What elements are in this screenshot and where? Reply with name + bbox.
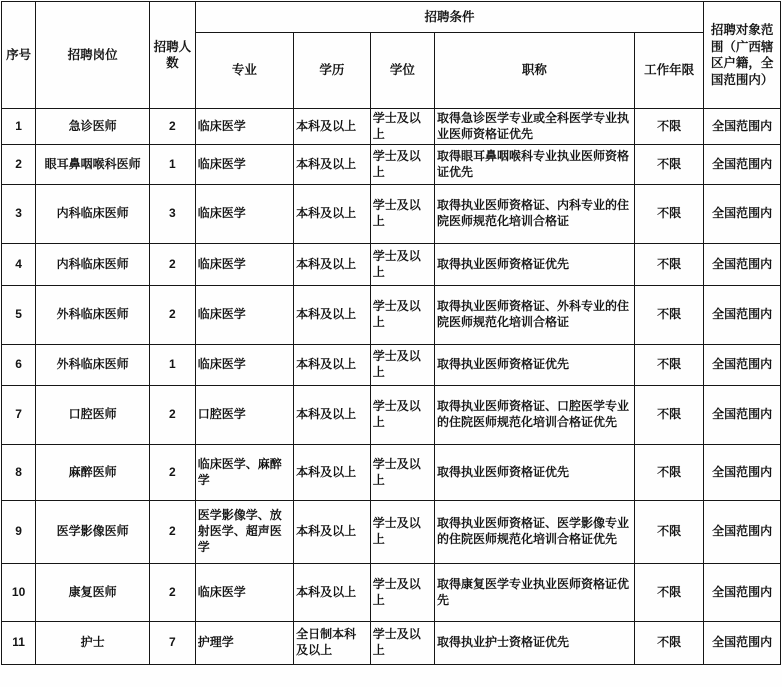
cell-major: 临床医学 [195,244,293,286]
cell-years: 不限 [634,564,703,622]
cell-degree: 学士及以上 [370,345,434,386]
cell-major: 口腔医学 [195,386,293,445]
cell-scope: 全国范围内 [704,185,781,244]
cell-no: 3 [2,185,36,244]
cell-count: 2 [150,109,196,145]
cell-years: 不限 [634,345,703,386]
table-row [2,501,781,564]
cell-degree: 学士及以上 [370,501,434,564]
cell-count: 7 [150,622,196,665]
table-row [2,109,781,145]
cell-education: 本科及以上 [294,445,371,501]
cell-no: 9 [2,501,36,564]
cell-no: 5 [2,286,36,345]
cell-years: 不限 [634,445,703,501]
table-row [2,286,781,345]
cell-education: 本科及以上 [294,386,371,445]
cell-years: 不限 [634,286,703,345]
cell-years: 不限 [634,501,703,564]
cell-major: 临床医学 [195,109,293,145]
cell-count: 3 [150,185,196,244]
cell-count: 2 [150,386,196,445]
header-title: 职称 [434,33,634,109]
cell-count: 2 [150,244,196,286]
cell-degree: 学士及以上 [370,109,434,145]
header-no: 序号 [2,2,36,109]
cell-education: 本科及以上 [294,185,371,244]
cell-major: 临床医学、麻醉学 [195,445,293,501]
cell-scope: 全国范围内 [704,445,781,501]
cell-scope: 全国范围内 [704,386,781,445]
cell-major: 临床医学 [195,564,293,622]
table-body [2,109,781,665]
cell-no: 1 [2,109,36,145]
cell-major: 临床医学 [195,145,293,185]
cell-title: 取得执业医师资格证、口腔医学专业的住院医师规范化培训合格证优先 [434,386,634,445]
table-row [2,185,781,244]
cell-years: 不限 [634,244,703,286]
cell-major: 医学影像学、放射医学、超声医学 [195,501,293,564]
table-row [2,564,781,622]
cell-years: 不限 [634,109,703,145]
table-row [2,345,781,386]
table-row [2,386,781,445]
cell-no: 7 [2,386,36,445]
cell-count: 1 [150,145,196,185]
cell-title: 取得执业医师资格证、医学影像专业的住院医师规范化培训合格证优先 [434,501,634,564]
cell-title: 取得康复医学专业执业医师资格证优先 [434,564,634,622]
cell-count: 2 [150,564,196,622]
table-row [2,445,781,501]
cell-title: 取得眼耳鼻咽喉科专业执业医师资格证优先 [434,145,634,185]
cell-position: 医学影像医师 [36,501,150,564]
cell-scope: 全国范围内 [704,286,781,345]
cell-degree: 学士及以上 [370,185,434,244]
cell-years: 不限 [634,145,703,185]
cell-title: 取得执业医师资格证优先 [434,244,634,286]
header-education: 学历 [294,33,371,109]
cell-education: 本科及以上 [294,244,371,286]
cell-position: 急诊医师 [36,109,150,145]
cell-count: 2 [150,501,196,564]
cell-education: 本科及以上 [294,501,371,564]
cell-degree: 学士及以上 [370,622,434,665]
cell-title: 取得执业医师资格证优先 [434,345,634,386]
cell-years: 不限 [634,185,703,244]
header-degree: 学位 [370,33,434,109]
cell-position: 麻醉医师 [36,445,150,501]
cell-position: 康复医师 [36,564,150,622]
cell-years: 不限 [634,622,703,665]
header-major: 专业 [195,33,293,109]
cell-scope: 全国范围内 [704,622,781,665]
cell-education: 本科及以上 [294,564,371,622]
table-row [2,622,781,665]
cell-education: 本科及以上 [294,109,371,145]
cell-title: 取得执业护士资格证优先 [434,622,634,665]
cell-position: 口腔医师 [36,386,150,445]
table-row [2,145,781,185]
cell-title: 取得执业医师资格证优先 [434,445,634,501]
cell-education: 本科及以上 [294,145,371,185]
cell-education: 本科及以上 [294,345,371,386]
cell-scope: 全国范围内 [704,345,781,386]
header-years: 工作年限 [634,33,703,109]
cell-major: 临床医学 [195,345,293,386]
cell-scope: 全国范围内 [704,501,781,564]
header-count: 招聘人数 [150,2,196,109]
cell-no: 4 [2,244,36,286]
cell-scope: 全国范围内 [704,145,781,185]
cell-no: 11 [2,622,36,665]
cell-position: 外科临床医师 [36,345,150,386]
cell-no: 8 [2,445,36,501]
cell-degree: 学士及以上 [370,286,434,345]
header-position: 招聘岗位 [36,2,150,109]
cell-degree: 学士及以上 [370,386,434,445]
cell-degree: 学士及以上 [370,445,434,501]
header-conditions-group: 招聘条件 [195,2,704,33]
cell-scope: 全国范围内 [704,564,781,622]
cell-title: 取得执业医师资格证、内科专业的住院医师规范化培训合格证 [434,185,634,244]
cell-education: 本科及以上 [294,286,371,345]
cell-no: 10 [2,564,36,622]
cell-scope: 全国范围内 [704,109,781,145]
cell-count: 2 [150,286,196,345]
cell-major: 临床医学 [195,286,293,345]
cell-title: 取得急诊医学专业或全科医学专业执业医师资格证优先 [434,109,634,145]
cell-years: 不限 [634,386,703,445]
table-header [2,2,781,109]
recruitment-table [1,1,781,665]
cell-no: 2 [2,145,36,185]
cell-degree: 学士及以上 [370,564,434,622]
cell-major: 临床医学 [195,185,293,244]
cell-position: 眼耳鼻咽喉科医师 [36,145,150,185]
cell-scope: 全国范围内 [704,244,781,286]
cell-position: 内科临床医师 [36,185,150,244]
table-row [2,244,781,286]
cell-degree: 学士及以上 [370,145,434,185]
header-scope: 招聘对象范围（广西辖区户籍，全国范围内） [704,2,781,109]
cell-count: 1 [150,345,196,386]
cell-position: 内科临床医师 [36,244,150,286]
cell-no: 6 [2,345,36,386]
cell-title: 取得执业医师资格证、外科专业的住院医师规范化培训合格证 [434,286,634,345]
cell-major: 护理学 [195,622,293,665]
cell-position: 护士 [36,622,150,665]
cell-position: 外科临床医师 [36,286,150,345]
cell-count: 2 [150,445,196,501]
cell-education: 全日制本科及以上 [294,622,371,665]
cell-degree: 学士及以上 [370,244,434,286]
